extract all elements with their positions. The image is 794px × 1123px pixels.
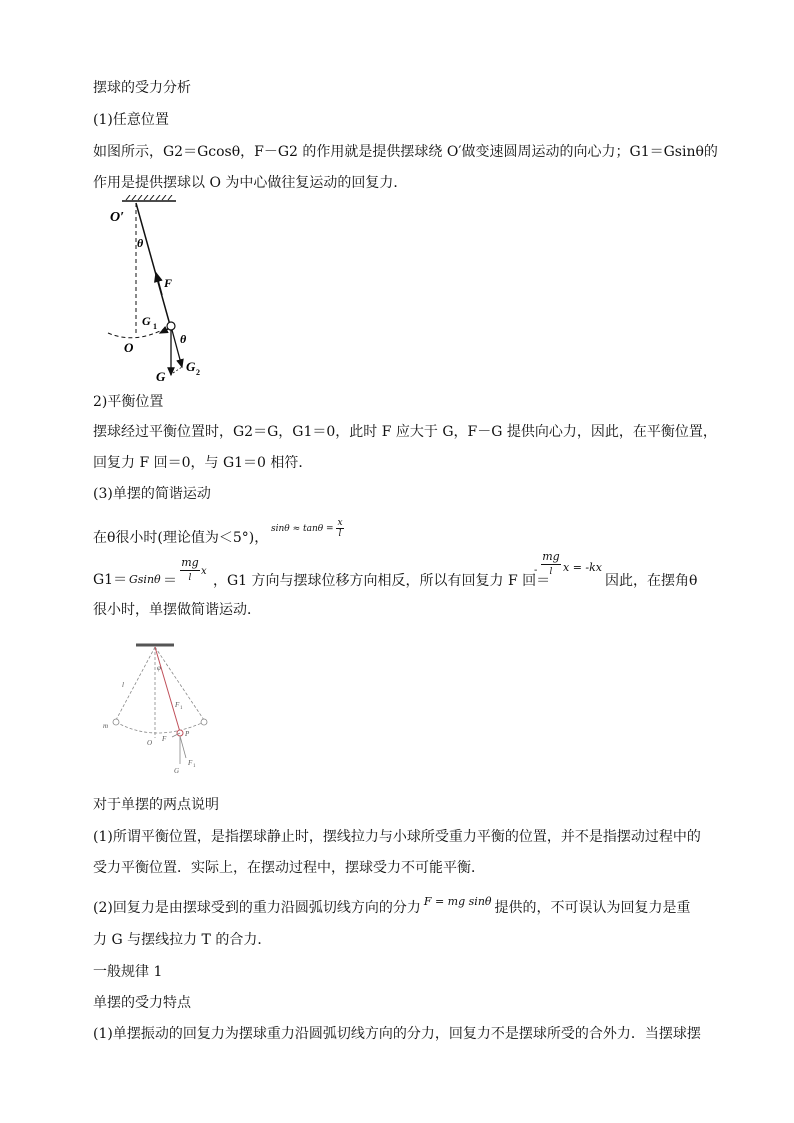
case1-line2: 作用是提供摆球以 O 为中心做往复运动的回复力． — [93, 175, 408, 191]
fraction-mg-den: l — [188, 573, 192, 583]
variable-x: x — [201, 566, 207, 577]
case3-line2-end: 因此，在摆角θ — [605, 573, 698, 589]
fraction2-mg-over-l — [541, 550, 561, 579]
minus-sign: - — [534, 565, 538, 576]
label-o-prime: O′ — [110, 210, 125, 225]
label-phi: φ — [157, 664, 161, 672]
label-theta: θ — [137, 236, 144, 250]
label-o: O — [124, 340, 134, 355]
fraction2-den: l — [549, 567, 553, 577]
rule-title: 一般规律 1 — [93, 964, 163, 980]
ceiling-hatch — [126, 195, 172, 200]
formula-small-angle-text: sinθ ≈ tanθ = — [271, 524, 337, 534]
label-f1-sub: 1 — [180, 706, 183, 711]
label-f1b: F — [188, 759, 193, 767]
equals-sign: ＝ — [163, 573, 177, 589]
label-g: G — [156, 369, 166, 384]
note2-line1 — [93, 895, 691, 919]
formula-small-angle — [271, 518, 344, 539]
note1-line2: 受力平衡位置．实际上，在摆动过程中，摆球受力不可能平衡． — [93, 860, 485, 876]
simple-pendulum-diagram — [100, 640, 220, 775]
case3-line1-text: 在θ很小时(理论值为＜5°)， — [93, 530, 269, 546]
label-g2-sub: 2 — [196, 368, 200, 377]
label-f: F — [162, 735, 167, 743]
label-m: m — [103, 722, 109, 730]
rule-subtitle: 单摆的受力特点 — [93, 995, 191, 1011]
label-f1b-sub: 1 — [193, 764, 196, 769]
case3-line3: 很小时，单摆做简谐运动． — [93, 602, 261, 618]
swing-arc — [108, 327, 168, 338]
label-o: O — [147, 739, 153, 747]
pendulum-bob — [167, 322, 175, 330]
pendulum-string — [136, 203, 173, 325]
case2-line2: 回复力 F 回＝0，与 G1＝0 相符． — [93, 455, 313, 471]
note2-text-b: 提供的，不可误认为回复力是重 — [494, 900, 691, 916]
note1-line1: (1)所谓平衡位置，是指摆球静止时，摆线拉力与小球所受重力平衡的位置，并不是指摆动过程中的 — [93, 829, 701, 845]
label-g1-sub: 1 — [153, 322, 157, 331]
tension-arrow — [156, 273, 162, 295]
swing-arc — [116, 722, 204, 733]
pendulum-force-diagram — [100, 195, 220, 385]
fraction-den: l — [338, 529, 342, 539]
fraction-mg-num: mg — [181, 556, 199, 569]
fraction-x-over-l — [336, 518, 343, 539]
case3-line2-mid: ，G1 方向与摆球位移方向相反，所以有回复力 F 回＝ — [213, 573, 551, 589]
label-g1: G — [142, 314, 151, 328]
case3-heading: (3)单摆的简谐运动 — [93, 486, 211, 502]
label-g2: G — [186, 359, 196, 374]
case1-line1: 如图所示，G2＝Gcosθ，F－G2 的作用就是提供摆球绕 O′做变速圆周运动的向心力；G1＝Gsinθ的 — [93, 144, 718, 160]
label-l: l — [122, 681, 124, 689]
label-g: G — [174, 767, 180, 775]
projection-dashed — [173, 367, 182, 373]
notes-title: 对于单摆的两点说明 — [93, 797, 219, 813]
case2-line1: 摆球经过平衡位置时，G2＝G，G1＝0，此时 F 应大于 G，F－G 提供向心力，因此，在平衡位置， — [93, 424, 717, 440]
kx-formula: x = -kx — [563, 561, 602, 574]
red-string — [155, 647, 180, 732]
fraction-num: x — [337, 518, 343, 528]
case1-heading: (1)任意位置 — [93, 112, 169, 128]
label-f: F — [164, 276, 173, 290]
section-title: 摆球的受力分析 — [93, 80, 191, 96]
left-bob — [113, 719, 119, 725]
rule-line1: (1)单摆振动的回复力为摆球重力沿圆弧切线方向的分力，回复力不是摆球所受的合外力．当摆球摆 — [93, 1026, 701, 1042]
case3-line2 — [93, 570, 127, 590]
label-f1: F — [175, 701, 180, 709]
fraction-mg-over-l — [180, 556, 200, 585]
label-theta2: θ — [180, 332, 187, 346]
right-bob — [201, 719, 207, 725]
formula-gsin: Gsinθ — [129, 573, 161, 586]
fraction2-num: mg — [542, 550, 560, 563]
f1-line — [180, 736, 186, 758]
case2-heading: 2)平衡位置 — [93, 394, 164, 410]
g1-eq: G1＝ — [93, 572, 128, 588]
note2-text-a: (2)回复力是由摆球受到的重力沿圆弧切线方向的分力 — [93, 900, 421, 916]
label-p: P — [185, 730, 190, 738]
note2-line2: 力 G 与摆线拉力 T 的合力． — [93, 932, 272, 948]
note2-formula: F = mg sinθ — [423, 895, 492, 908]
